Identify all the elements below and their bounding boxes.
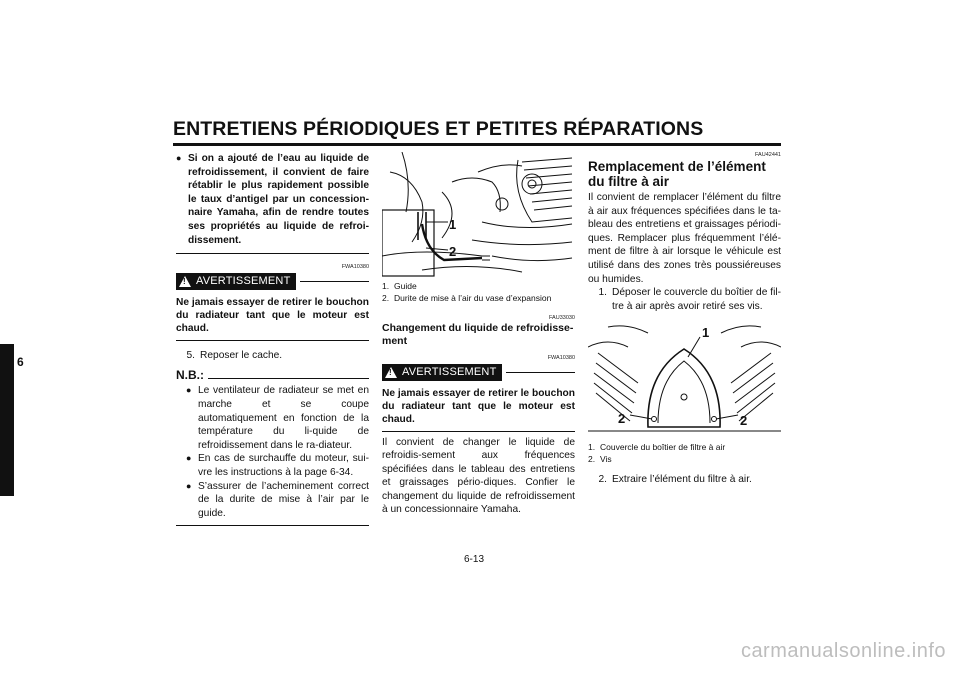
warning-label: AVERTISSEMENT — [196, 274, 291, 287]
site-watermark: carmanualsonline.info — [740, 640, 946, 662]
coolant-change-body: Il convient de changer le liquide de refroidis-sement aux fréquences spécifiées dans le tableau des entretiens et graissages pério-diques. Confier le changement du liquide de refroidissement à un concessionnaire Yamaha. — [382, 437, 575, 516]
page-title: ENTRETIENS PÉRIODIQUES ET PETITES RÉPARATIONS — [173, 118, 704, 140]
callout-2-right: 2 — [740, 413, 748, 429]
divider — [382, 431, 575, 432]
figure-caption: 1. Couvercle du boîtier de filtre à air 2. Vis — [588, 442, 726, 464]
callout-1: 1 — [702, 325, 710, 341]
list-item: ● En cas de surchauffe du moteur, sui-vre les instructions à la page 6-34. — [186, 453, 369, 478]
warning-banner — [382, 364, 575, 381]
section-heading-coolant-change: Changement du liquide de refroidisse-ment — [382, 322, 574, 347]
page-header — [173, 118, 781, 141]
engine-vent-hose-illustration — [382, 152, 575, 278]
air-filter-cover-illustration — [588, 323, 781, 439]
callout-2-left: 2 — [618, 411, 626, 427]
callout-2: 2 — [449, 244, 457, 259]
column-1 — [176, 152, 369, 526]
column-2 — [382, 152, 575, 516]
step-2: 2. Extraire l’élément du filtre à air. — [598, 474, 752, 486]
nb-heading: N.B.: — [176, 369, 369, 383]
section-code: FAU42441 — [755, 152, 781, 158]
step-1: 1. Déposer le couvercle du boîtier de fil-tre à air après avoir retiré ses vis. — [598, 287, 781, 312]
list-item: ● Le ventilateur de radiateur se met en marche et se coupe automatiquement en fonction de la température du li-quide de refroidissement dans le ra-diateur. — [186, 385, 369, 451]
warning-text: Ne jamais essayer de retirer le bouchon du radiateur tant que le moteur est chaud. — [382, 388, 575, 425]
warning-label: AVERTISSEMENT — [402, 365, 497, 378]
divider — [176, 253, 369, 254]
page-number: 6-13 — [464, 554, 485, 565]
divider — [176, 340, 369, 341]
bullet-dot-icon: ● — [186, 385, 192, 396]
warning-triangle-icon: ! — [179, 276, 191, 287]
section-heading-air-filter: Remplacement de l’élément du filtre à air — [588, 159, 766, 189]
warning-banner — [176, 273, 369, 290]
bullet-dot-icon: ● — [186, 480, 192, 491]
chapter-number: 6 — [17, 355, 24, 369]
figure-caption: 1. Guide 2. Durite de mise à l’air du vase d’expansion — [382, 281, 552, 303]
warning-code: FWA10380 — [547, 355, 575, 361]
chapter-tab — [0, 344, 14, 496]
warning-triangle-icon: ! — [385, 367, 397, 378]
air-filter-body: Il convient de remplacer l’élément du filtre à air aux fréquences spécifiées dans le ta-bleau des entretiens et graissages périodi-ques. Remplacer plus fréquemment l’élé-ment de filtre à air lorsque le véhicule est utilisé dans des zones très poussiéreuses ou humides. — [588, 192, 781, 285]
column-3 — [588, 152, 781, 487]
air-filter-line-drawing — [588, 323, 781, 439]
step-5: 5. Reposer le cache. — [186, 350, 283, 362]
engine-line-drawing — [382, 152, 575, 278]
list-item: ● S’assurer de l’acheminement correct de la durite de mise à l’air par le guide. — [186, 480, 369, 519]
section-code: FAU33030 — [549, 315, 575, 321]
warning-code: FWA10380 — [341, 264, 369, 271]
callout-1: 1 — [449, 217, 457, 232]
warning-text: Ne jamais essayer de retirer le bouchon du radiateur tant que le moteur est chaud. — [176, 297, 369, 335]
bullet-antifreeze: ● Si on a ajouté de l’eau au liquide de refroidissement, il convient de faire rétablir le plus rapidement possible le taux d’antigel par un concession-naire Yamaha, afin de rendre toutes ses propriétés au liquide de refroi-dissement. — [176, 153, 369, 246]
divider — [176, 525, 369, 526]
bullet-dot-icon: ● — [186, 453, 192, 464]
header-rule — [173, 143, 781, 146]
nb-list — [176, 384, 369, 520]
bullet-dot-icon: ● — [176, 153, 182, 163]
